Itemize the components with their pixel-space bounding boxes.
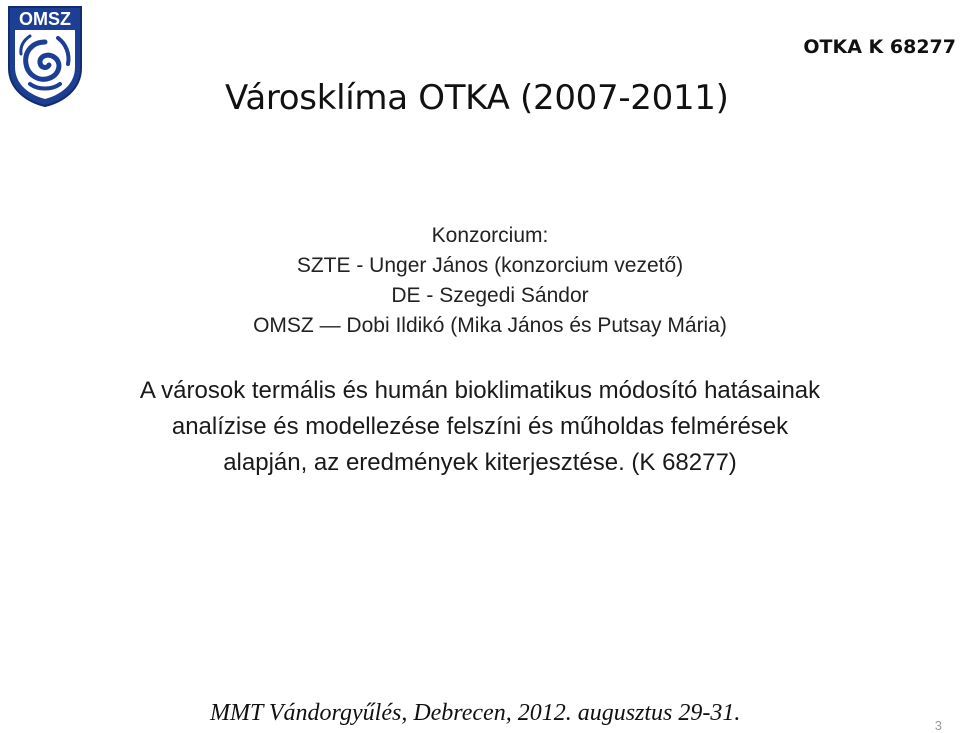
description-line: alapján, az eredmények kiterjesztése. (K 68277) xyxy=(223,449,737,476)
footer-event-text: MMT Vándorgyűlés, Debrecen, 2012. augusztus 29-31. xyxy=(210,700,741,726)
description-line: analízise és modellezése felszíni és műholdas felmérések xyxy=(171,413,789,440)
consortium-heading-text: Konzorcium: xyxy=(431,224,549,247)
description-line: A városok termális és humán bioklimatikus módosító hatásainak xyxy=(139,377,821,404)
consortium-heading xyxy=(150,221,830,251)
project-description xyxy=(40,373,920,481)
consortium-members xyxy=(150,251,830,341)
consortium-member: SZTE - Unger János (konzorcium vezető) xyxy=(296,254,684,277)
logo-text: OMSZ xyxy=(19,9,71,29)
page-title: Városklíma OTKA (2007-2011) xyxy=(225,78,729,118)
omsz-emblem-icon xyxy=(6,4,84,108)
omsz-logo xyxy=(6,4,84,108)
slide-number: 3 xyxy=(934,718,942,733)
consortium-member: DE - Szegedi Sándor xyxy=(391,284,589,307)
consortium-member: OMSZ — Dobi Ildikó (Mika János és Putsay Mária) xyxy=(253,314,727,337)
project-code: OTKA K 68277 xyxy=(803,36,956,58)
